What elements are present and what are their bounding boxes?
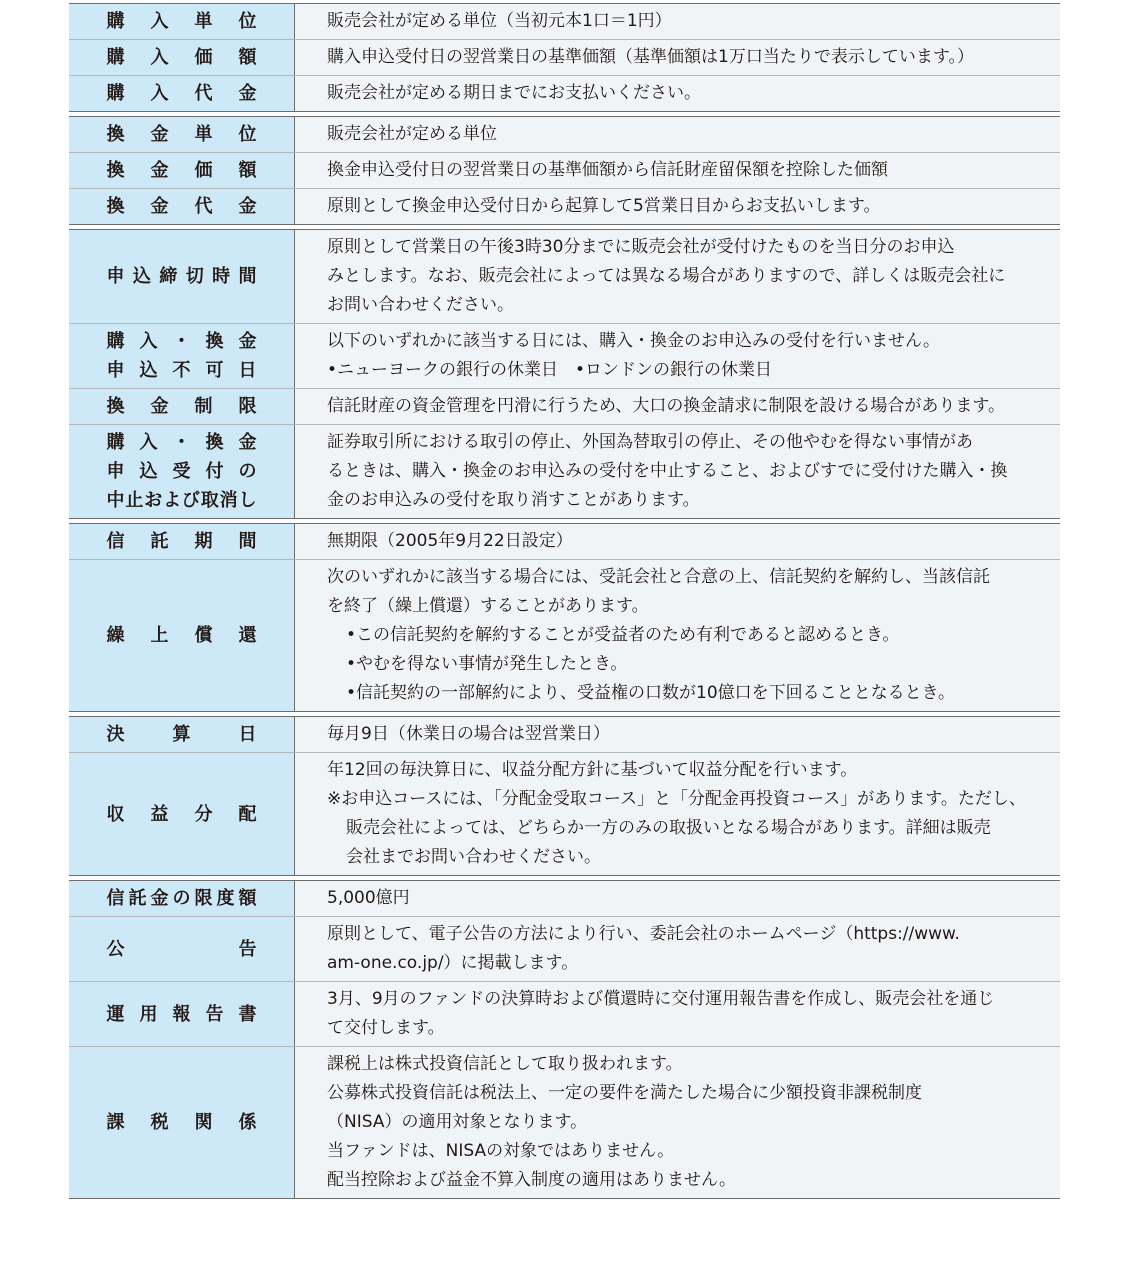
table-row	[69, 230, 1060, 323]
row-label: 購入価額	[69, 40, 295, 75]
row-label: 信託金の限度額	[69, 881, 295, 916]
row-value: 原則として営業日の午後3時30分までに販売会社が受付けたものを当日分のお申込 みとします。なお、販売会社によっては異なる場合がありますので、詳しくは販売会社に お問い合わせください。	[295, 230, 1060, 323]
row-label: 信託期間	[69, 524, 295, 559]
row-label: 購入・換金 申込不可日	[69, 324, 295, 388]
table-row	[69, 117, 1060, 152]
row-value: 販売会社が定める期日までにお支払いください。	[295, 76, 1060, 111]
row-label: 収益分配	[69, 753, 295, 875]
row-label: 公告	[69, 917, 295, 981]
row-value: 年12回の毎決算日に、収益分配方針に基づいて収益分配を行います。 ※お申込コースには、「分配金受取コース」と「分配金再投資コース」があります。ただし、 販売会社によっては、どちらか一方のみの取扱いとなる場合があります。詳細は販売 会社までお問い合わせください。	[295, 753, 1060, 875]
row-value: 無期限（2005年9月22日設定）	[295, 524, 1060, 559]
row-value: 販売会社が定める単位	[295, 117, 1060, 152]
table-row	[69, 323, 1060, 388]
settlement-group	[69, 716, 1060, 876]
row-value: 販売会社が定める単位（当初元本1口＝1円）	[295, 4, 1060, 39]
table-row	[69, 981, 1060, 1046]
row-value: 以下のいずれかに該当する日には、購入・換金のお申込みの受付を行いません。 •ニューヨークの銀行の休業日 •ロンドンの銀行の休業日	[295, 324, 1060, 388]
row-value: 原則として、電子公告の方法により行い、委託会社のホームページ（https://www. am-one.co.jp/）に掲載します。	[295, 917, 1060, 981]
row-label: 換金価額	[69, 153, 295, 188]
row-label: 購入単位	[69, 4, 295, 39]
row-value: 3月、9月のファンドの決算時および償還時に交付運用報告書を作成し、販売会社を通じ て交付します。	[295, 982, 1060, 1046]
application-group	[69, 229, 1060, 519]
table-row	[69, 152, 1060, 188]
row-value: 毎月9日（休業日の場合は翌営業日）	[295, 717, 1060, 752]
table-row	[69, 4, 1060, 39]
table-row	[69, 188, 1060, 224]
row-value: 課税上は株式投資信託として取り扱われます。 公募株式投資信託は税法上、一定の要件を満たした場合に少額投資非課税制度 （NISA）の適用対象となります。 当ファンドは、NISAの対象ではありません。 配当控除および益金不算入制度の適用はありません。	[295, 1047, 1060, 1198]
other-terms-group	[69, 880, 1060, 1199]
table-row	[69, 1046, 1060, 1198]
purchase-group	[69, 3, 1060, 112]
table-row	[69, 752, 1060, 875]
table-row	[69, 881, 1060, 916]
table-row	[69, 559, 1060, 711]
row-label: 購入・換金 申込受付の 中止および取消し	[69, 425, 295, 518]
table-row	[69, 524, 1060, 559]
row-label: 決算日	[69, 717, 295, 752]
row-label: 換金制限	[69, 389, 295, 424]
row-label: 換金代金	[69, 189, 295, 224]
table-row	[69, 388, 1060, 424]
fund-terms-table	[69, 3, 1060, 1203]
row-label: 換金単位	[69, 117, 295, 152]
trust-period-group	[69, 523, 1060, 712]
row-value: 換金申込受付日の翌営業日の基準価額から信託財産留保額を控除した価額	[295, 153, 1060, 188]
row-label: 運用報告書	[69, 982, 295, 1046]
row-value: 購入申込受付日の翌営業日の基準価額（基準価額は1万口当たりで表示しています。）	[295, 40, 1060, 75]
row-value: 信託財産の資金管理を円滑に行うため、大口の換金請求に制限を設ける場合があります。	[295, 389, 1060, 424]
table-row	[69, 39, 1060, 75]
row-value: 原則として換金申込受付日から起算して5営業日目からお支払いします。	[295, 189, 1060, 224]
row-value: 5,000億円	[295, 881, 1060, 916]
row-label: 申込締切時間	[69, 230, 295, 323]
row-label: 課税関係	[69, 1047, 295, 1198]
table-row	[69, 75, 1060, 111]
table-row	[69, 916, 1060, 981]
redemption-group	[69, 116, 1060, 225]
table-row	[69, 717, 1060, 752]
row-value: 証券取引所における取引の停止、外国為替取引の停止、その他やむを得ない事情があ るときは、購入・換金のお申込みの受付を中止すること、およびすでに受付けた購入・換 金のお申込みの受付を取り消すことがあります。	[295, 425, 1060, 518]
row-label: 繰上償還	[69, 560, 295, 711]
table-row	[69, 424, 1060, 518]
row-value: 次のいずれかに該当する場合には、受託会社と合意の上、信託契約を解約し、当該信託 を終了（繰上償還）することがあります。 •この信託契約を解約することが受益者のため有利であると認めるとき。 •やむを得ない事情が発生したとき。 •信託契約の一部解約により、受益権の口数が10億口を下回ることとなるとき。	[295, 560, 1060, 711]
row-label: 購入代金	[69, 76, 295, 111]
